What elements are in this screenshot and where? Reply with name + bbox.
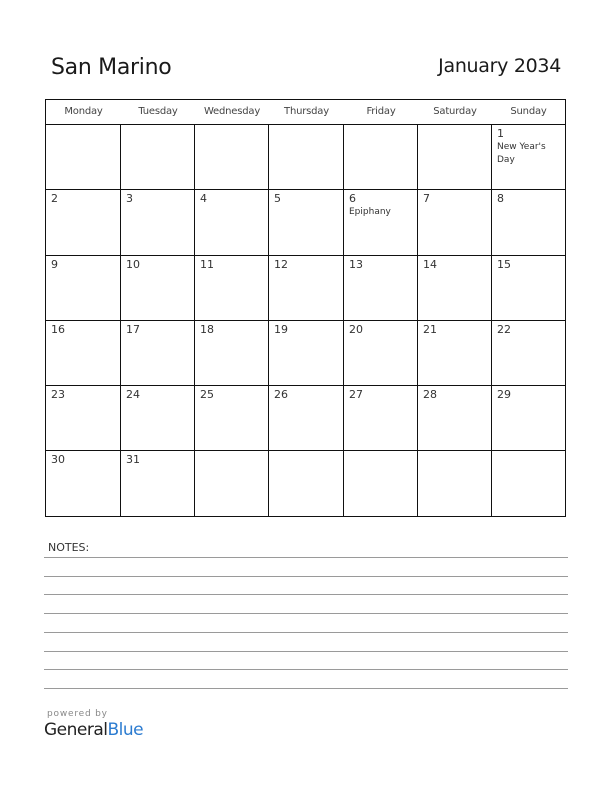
notes-label: NOTES:	[48, 541, 90, 554]
day-cell[interactable]	[418, 190, 492, 256]
day-number: 16	[51, 323, 65, 336]
day-number: 15	[497, 258, 511, 271]
day-number: 25	[200, 388, 214, 401]
day-number: 3	[126, 192, 133, 205]
note-line	[44, 669, 568, 670]
weekday-wednesday: Wednesday	[203, 106, 261, 117]
weekday-thursday: Thursday	[284, 106, 329, 117]
day-cell[interactable]	[269, 190, 344, 256]
day-cell[interactable]	[195, 125, 269, 190]
day-cell[interactable]	[195, 451, 269, 517]
day-cell[interactable]	[492, 190, 565, 256]
holiday-label: Epiphany	[349, 207, 391, 217]
holiday-label: New Year's Day	[497, 142, 546, 165]
day-cell[interactable]	[121, 256, 195, 321]
day-cell[interactable]	[492, 125, 565, 190]
day-number: 2	[51, 192, 58, 205]
day-number: 1	[497, 127, 504, 140]
day-number: 27	[349, 388, 363, 401]
brand-blue: Blue	[107, 720, 144, 740]
day-cell[interactable]	[344, 321, 418, 386]
day-cell[interactable]	[492, 386, 565, 451]
day-cell[interactable]	[344, 190, 418, 256]
weekday-header-row	[46, 100, 565, 124]
note-line	[44, 688, 568, 689]
day-number: 12	[274, 258, 288, 271]
day-cell[interactable]	[46, 386, 121, 451]
day-cell[interactable]	[269, 125, 344, 190]
note-line	[44, 594, 568, 595]
country-title: San Marino	[51, 55, 172, 80]
day-number: 20	[349, 323, 363, 336]
day-cell[interactable]	[195, 190, 269, 256]
day-cell[interactable]	[492, 451, 565, 517]
day-cell[interactable]	[344, 451, 418, 517]
day-cell[interactable]	[46, 256, 121, 321]
day-cell[interactable]	[492, 321, 565, 386]
day-number: 17	[126, 323, 140, 336]
day-number: 24	[126, 388, 140, 401]
day-cell[interactable]	[269, 386, 344, 451]
day-cell[interactable]	[46, 321, 121, 386]
weekday-sunday: Sunday	[510, 106, 547, 117]
day-cell[interactable]	[418, 125, 492, 190]
day-number: 7	[423, 192, 430, 205]
weekday-tuesday: Tuesday	[138, 106, 178, 117]
day-number: 31	[126, 453, 140, 466]
day-number: 28	[423, 388, 437, 401]
weekday-monday: Monday	[64, 106, 103, 117]
day-cell[interactable]	[121, 190, 195, 256]
day-cell[interactable]	[46, 125, 121, 190]
day-cell[interactable]	[418, 451, 492, 517]
generalblue-logo	[44, 720, 143, 740]
day-number: 21	[423, 323, 437, 336]
brand-general: General	[44, 720, 108, 740]
day-number: 23	[51, 388, 65, 401]
day-cells	[46, 124, 565, 517]
day-cell[interactable]	[121, 386, 195, 451]
day-number: 6	[349, 192, 356, 205]
day-cell[interactable]	[492, 256, 565, 321]
day-cell[interactable]	[121, 321, 195, 386]
day-cell[interactable]	[195, 386, 269, 451]
day-cell[interactable]	[344, 256, 418, 321]
month-year-title: January 2034	[438, 55, 561, 77]
day-number: 14	[423, 258, 437, 271]
day-cell[interactable]	[121, 125, 195, 190]
day-number: 22	[497, 323, 511, 336]
day-cell[interactable]	[344, 125, 418, 190]
day-cell[interactable]	[195, 256, 269, 321]
weekday-saturday: Saturday	[433, 106, 477, 117]
day-number: 9	[51, 258, 58, 271]
day-cell[interactable]	[46, 451, 121, 517]
day-cell[interactable]	[195, 321, 269, 386]
calendar-grid	[45, 99, 566, 517]
note-line	[44, 557, 568, 558]
note-line	[44, 613, 568, 614]
day-cell[interactable]	[418, 386, 492, 451]
day-cell[interactable]	[418, 256, 492, 321]
day-number: 26	[274, 388, 288, 401]
day-number: 10	[126, 258, 140, 271]
day-cell[interactable]	[269, 256, 344, 321]
day-cell[interactable]	[46, 190, 121, 256]
day-number: 5	[274, 192, 281, 205]
day-number: 29	[497, 388, 511, 401]
day-cell[interactable]	[344, 386, 418, 451]
weekday-friday: Friday	[366, 106, 396, 117]
day-cell[interactable]	[418, 321, 492, 386]
day-number: 11	[200, 258, 214, 271]
day-number: 18	[200, 323, 214, 336]
powered-by-text: powered by	[47, 709, 108, 719]
note-line	[44, 576, 568, 577]
day-number: 4	[200, 192, 207, 205]
note-line	[44, 632, 568, 633]
day-cell[interactable]	[121, 451, 195, 517]
day-number: 13	[349, 258, 363, 271]
day-number: 30	[51, 453, 65, 466]
day-number: 8	[497, 192, 504, 205]
note-line	[44, 651, 568, 652]
day-cell[interactable]	[269, 321, 344, 386]
day-cell[interactable]	[269, 451, 344, 517]
day-number: 19	[274, 323, 288, 336]
